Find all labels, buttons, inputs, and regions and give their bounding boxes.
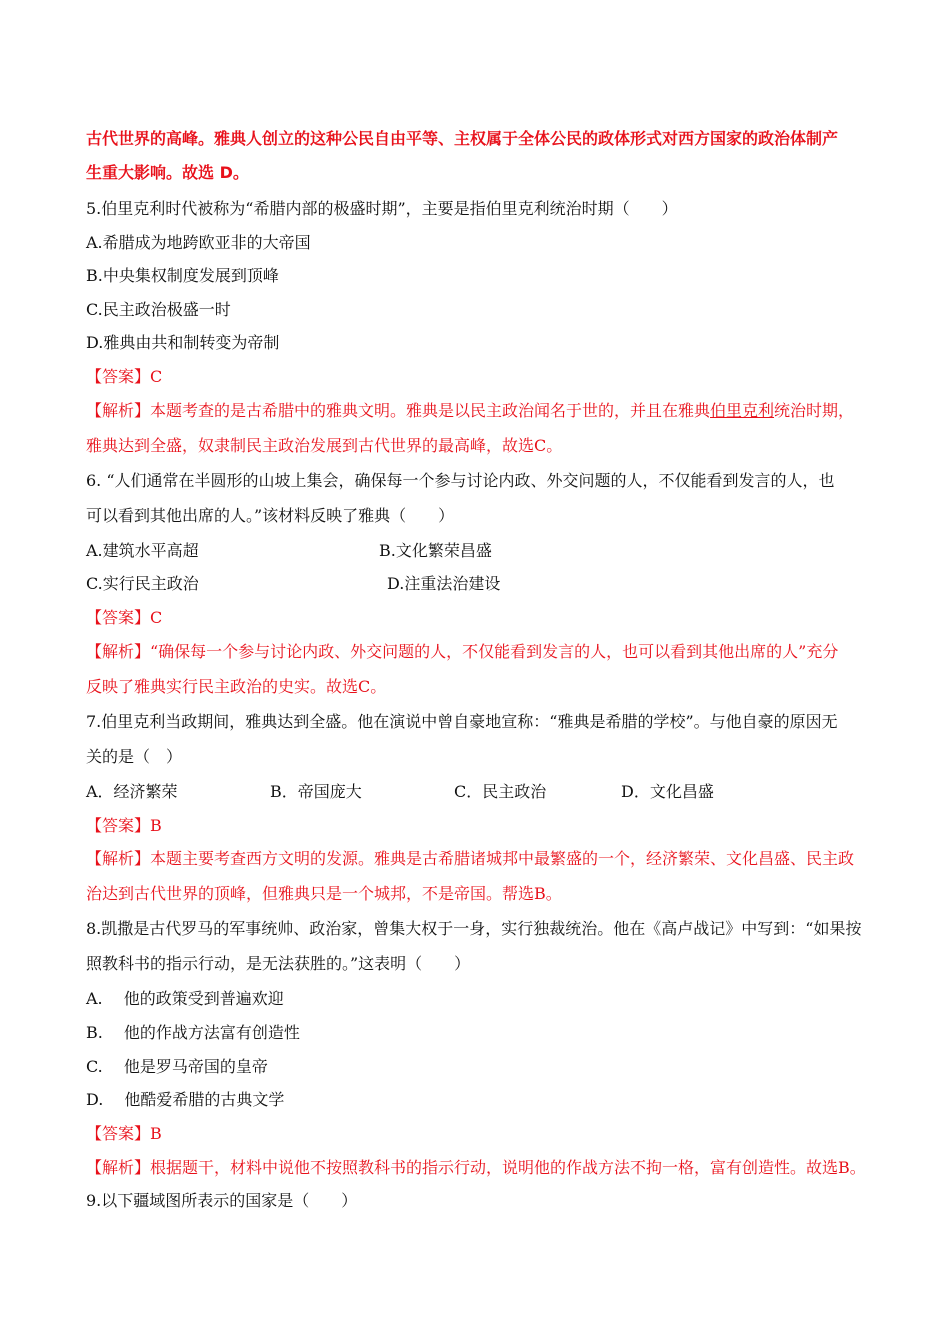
q7-option-b: B．帝国庞大 xyxy=(270,782,362,801)
q5-analysis-line-1 xyxy=(86,400,854,422)
q5-option-d: D.雅典由共和制转变为帝制 xyxy=(86,333,280,352)
q8-analysis: 【解析】根据题干，材料中说他不按照教科书的指示行动，说明他的作战方法不拘一格，富有创造性。故选B。 xyxy=(86,1158,866,1177)
q6-option-a: A.建筑水平高超 xyxy=(86,541,199,560)
q5-option-c: C.民主政治极盛一时 xyxy=(86,300,231,319)
q7-option-a: A．经济繁荣 xyxy=(86,782,178,801)
q6-stem-line-1: 6. “人们通常在半圆形的山坡上集会，确保每一个参与讨论内政、外交问题的人，不仅能看到发言的人，也 xyxy=(86,471,835,490)
q7-option-c: C．民主政治 xyxy=(454,782,547,801)
q9-stem: 9.以下疆域图所表示的国家是（ ） xyxy=(86,1191,358,1210)
q6-analysis-line-2: 反映了雅典实行民主政治的史实。故选C。 xyxy=(86,677,387,696)
q6-option-b: B.文化繁荣昌盛 xyxy=(379,541,492,560)
q7-analysis-line-2: 治达到古代世界的顶峰，但雅典只是一个城邦，不是帝国。帮选B。 xyxy=(86,884,562,903)
q8-answer: 【答案】B xyxy=(86,1124,162,1143)
q6-analysis-line-1: 【解析】“确保每一个参与讨论内政、外交问题的人，不仅能看到发言的人，也可以看到其他出席的人”充分 xyxy=(86,642,839,661)
q5-analysis-text-a: 【解析】本题考查的是古希腊中的雅典文明。雅典是以民主政治闻名于世的，并且在雅典 xyxy=(86,401,711,420)
q7-answer: 【答案】B xyxy=(86,816,162,835)
q5-analysis-line-2: 雅典达到全盛，奴隶制民主政治发展到古代世界的最高峰，故选C。 xyxy=(86,436,563,455)
q5-analysis-text-b: 统治时期， xyxy=(774,401,855,420)
q5-analysis-underlined: 伯里克利 xyxy=(710,401,775,420)
q5-stem: 5.伯里克利时代被称为“希腊内部的极盛时期”，主要是指伯里克利统治时期（ ） xyxy=(86,199,678,218)
q7-analysis-line-1: 【解析】本题主要考查西方文明的发源。雅典是古希腊诸城邦中最繁盛的一个，经济繁荣、文化昌盛、民主政 xyxy=(86,849,855,868)
intro-line-2: 生重大影响。故选 D。 xyxy=(86,163,249,182)
q5-answer: 【答案】C xyxy=(86,367,163,386)
q8-option-c: C. 他是罗马帝国的皇帝 xyxy=(86,1057,268,1076)
q6-option-c: C.实行民主政治 xyxy=(86,574,199,593)
q7-stem-line-2: 关的是（ ） xyxy=(86,747,183,766)
q6-answer: 【答案】C xyxy=(86,608,163,627)
q7-stem-line-1: 7.伯里克利当政期间，雅典达到全盛。他在演说中曾自豪地宣称：“雅典是希腊的学校”。与他自豪的原因无 xyxy=(86,712,838,731)
q8-option-d: D. 他酷爱希腊的古典文学 xyxy=(86,1090,285,1109)
q8-stem-line-2: 照教科书的指示行动，是无法获胜的。”这表明（ ） xyxy=(86,954,471,973)
q6-stem-line-2: 可以看到其他出席的人。”该材料反映了雅典（ ） xyxy=(86,506,455,525)
q8-stem-line-1: 8.凯撒是古代罗马的军事统帅、政治家，曾集大权于一身，实行独裁统治。他在《高卢战记》中写到：“如果按 xyxy=(86,919,862,938)
q7-option-d: D．文化昌盛 xyxy=(621,782,714,801)
q8-option-a: A. 他的政策受到普遍欢迎 xyxy=(86,989,284,1008)
q5-option-b: B.中央集权制度发展到顶峰 xyxy=(86,266,279,285)
q8-option-b: B. 他的作战方法富有创造性 xyxy=(86,1023,300,1042)
q6-option-d: D.注重法治建设 xyxy=(387,574,501,593)
q5-option-a: A.希腊成为地跨欧亚非的大帝国 xyxy=(86,233,311,252)
intro-line-1: 古代世界的高峰。雅典人创立的这种公民自由平等、主权属于全体公民的政体形式对西方国家的政治体制产 xyxy=(86,129,839,148)
